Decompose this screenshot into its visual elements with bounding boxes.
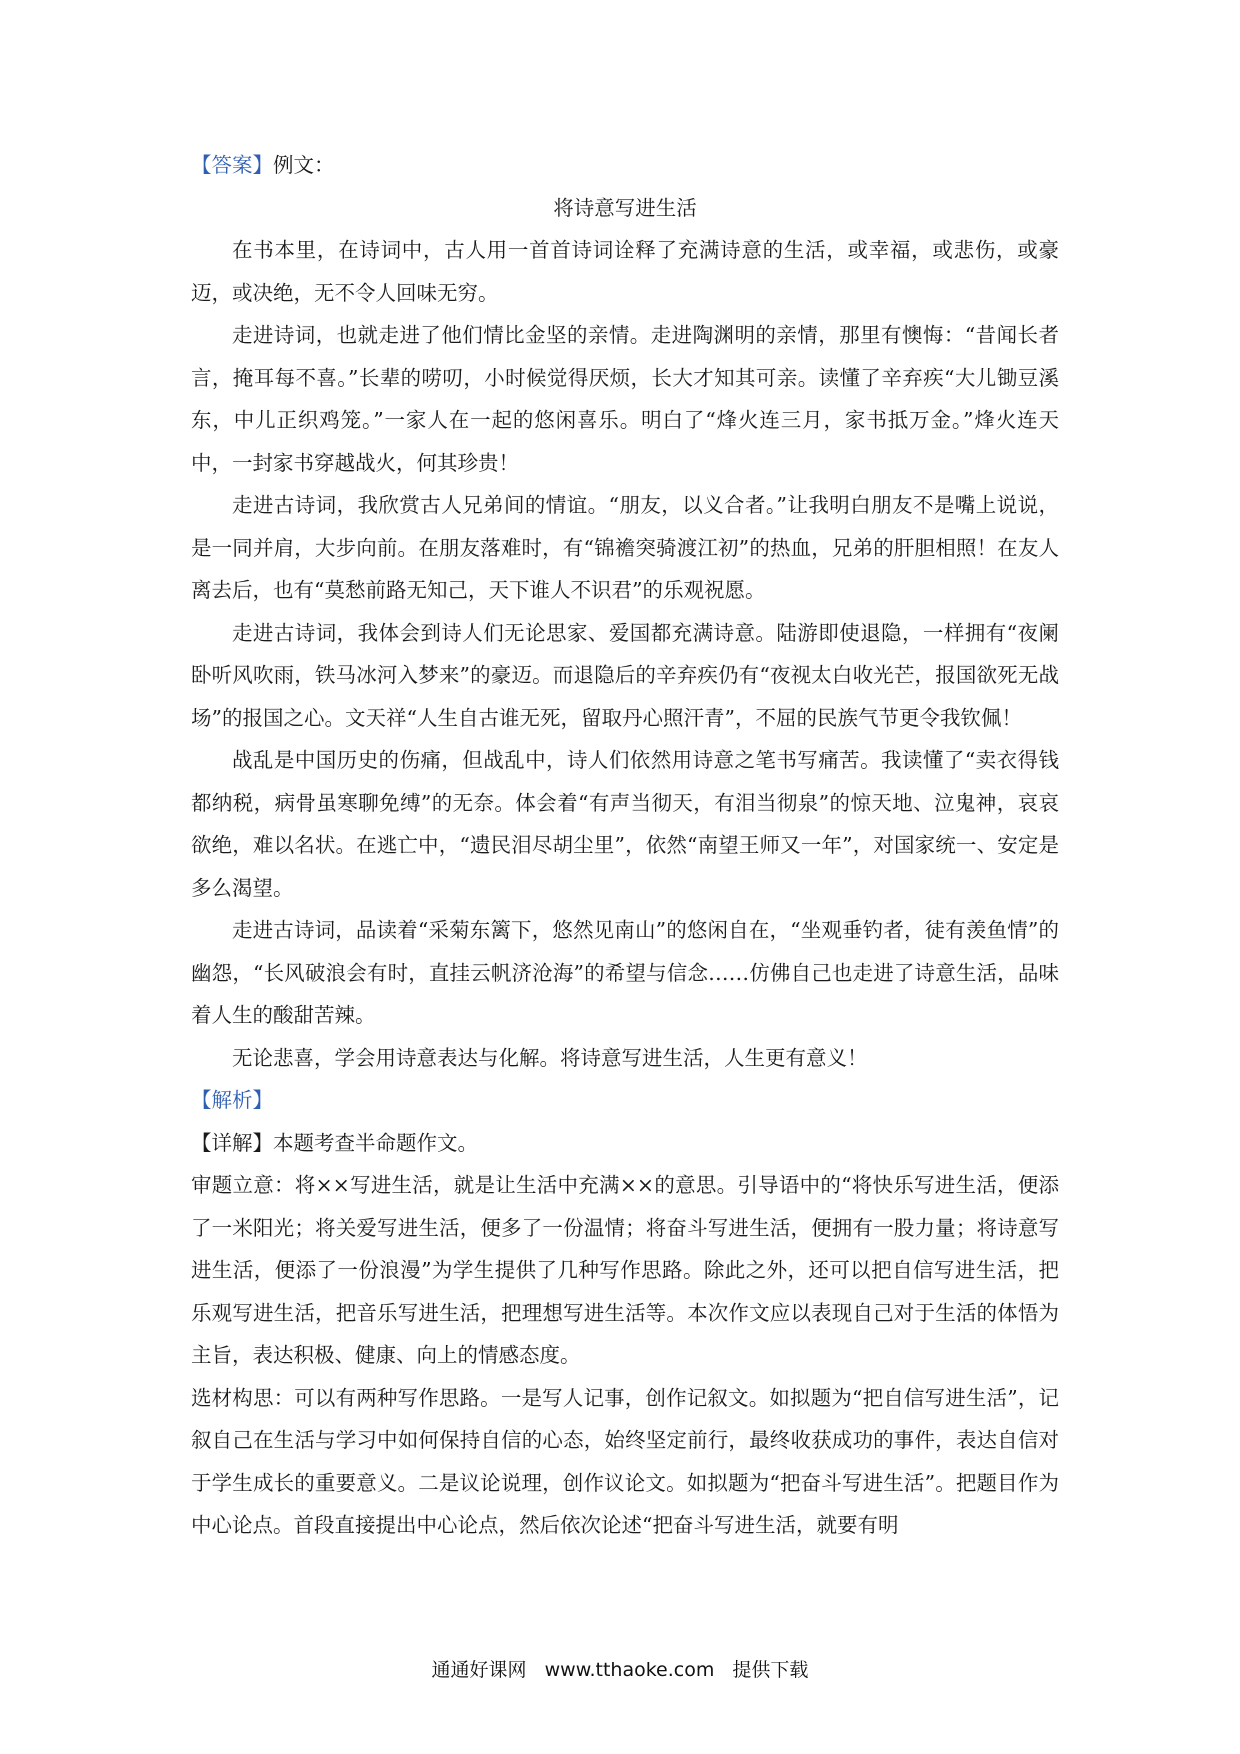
detail-heading — [191, 1122, 1059, 1165]
essay-paragraph: 走进古诗词，我体会到诗人们无论思家、爱国都充满诗意。陆游即使退隐，一样拥有“夜阑卧听风吹雨，铁马冰河入梦来”的豪迈。而退隐后的辛弃疾仍有“夜视太白收光芒，报国欲死无战场”的报国之心。文天祥“人生自古谁无死，留取丹心照汗青”，不屈的民族气节更令我钦佩！ — [191, 620, 1059, 730]
answer-tag: 【答案】 — [191, 153, 273, 177]
essay-paragraph: 走进古诗词，品读着“采菊东篱下，悠然见南山”的悠闲自在，“坐观垂钓者，徒有羡鱼情”的幽怨，“长风破浪会有时，直挂云帆济沧海”的希望与信念……仿佛自己也走进了诗意生活，品味着人生的酸甜苦辣。 — [191, 918, 1059, 1027]
answer-intro: 例文： — [273, 153, 335, 177]
essay-paragraph: 走进古诗词，我欣赏古人兄弟间的情谊。“朋友，以义合者。”让我明白朋友不是嘴上说说，是一同并肩，大步向前。在朋友落难时，有“锦襜突骑渡江初”的热血，兄弟的肝胆相照！在友人离去后，也有“莫愁前路无知己，天下谁人不识君”的乐观祝愿。 — [191, 493, 1059, 602]
essay-title: 将诗意写进生活 — [553, 195, 697, 220]
document-content — [191, 144, 1059, 1547]
essay-paragraph: 走进诗词，也就走进了他们情比金坚的亲情。走进陶渊明的亲情，那里有懊悔：“昔闻长者言，掩耳每不喜。”长辈的唠叨，小时候觉得厌烦，长大才知其可亲。读懂了辛弃疾“大儿锄豆溪东，中儿正织鸡笼。”一家人在一起的悠闲喜乐。明白了“烽火连三月，家书抵万金。”烽火连天中，一封家书穿越战火，何其珍贵！ — [191, 323, 1059, 475]
essay-paragraph: 无论悲喜，学会用诗意表达与化解。将诗意写进生活，人生更有意义！ — [232, 1045, 868, 1070]
detail-text: 本题考查半命题作文。 — [273, 1130, 478, 1155]
footer-url[interactable]: www.tthaoke.com — [544, 1659, 715, 1681]
answer-heading — [191, 144, 1059, 187]
essay-paragraph: 在书本里，在诗词中，古人用一首首诗词诠释了充满诗意的生活，或幸福，或悲伤，或豪迈，或决绝，无不令人回味无穷。 — [191, 238, 1059, 305]
footer-site: 通通好课网 — [431, 1659, 527, 1681]
essay-paragraph: 战乱是中国历史的伤痛，但战乱中，诗人们依然用诗意之笔书写痛苦。我读懂了“卖衣得钱都纳税，病骨虽寒聊免缚”的无奈。体会着“有声当彻天，有泪当彻泉”的惊天地、泣鬼神，哀哀欲绝，难以名状。在逃亡中，“遗民泪尽胡尘里”，依然“南望王师又一年”，对国家统一、安定是多么渴望。 — [191, 748, 1059, 900]
analysis-section: 审题立意：将××写进生活，就是让生活中充满××的意思。引导语中的“将快乐写进生活，便添了一米阳光；将关爱写进生活，便多了一份温情；将奋斗写进生活，便拥有一股力量；将诗意写进生活，便添了一份浪漫”为学生提供了几种写作思路。除此之外，还可以把自信写进生活，把乐观写进生活，把音乐写进生活，把理想写进生活等。本次作文应以表现自己对于生活的体悟为主旨，表达积极、健康、向上的情感态度。 — [191, 1173, 1059, 1367]
detail-tag: 【详解】 — [191, 1130, 273, 1155]
analysis-tag: 【解析】 — [191, 1088, 273, 1112]
footer-note: 提供下载 — [732, 1659, 809, 1681]
analysis-section: 选材构思：可以有两种写作思路。一是写人记事，创作记叙文。如拟题为“把自信写进生活”，记叙自己在生活与学习中如何保持自信的心态，始终坚定前行，最终收获成功的事件，表达自信对于学生成长的重要意义。二是议论说理，创作议论文。如拟题为“把奋斗写进生活”。把题目作为中心论点。首段直接提出中心论点，然后依次论述“把奋斗写进生活，就要有明 — [191, 1385, 1059, 1537]
page-footer — [0, 1655, 1240, 1682]
